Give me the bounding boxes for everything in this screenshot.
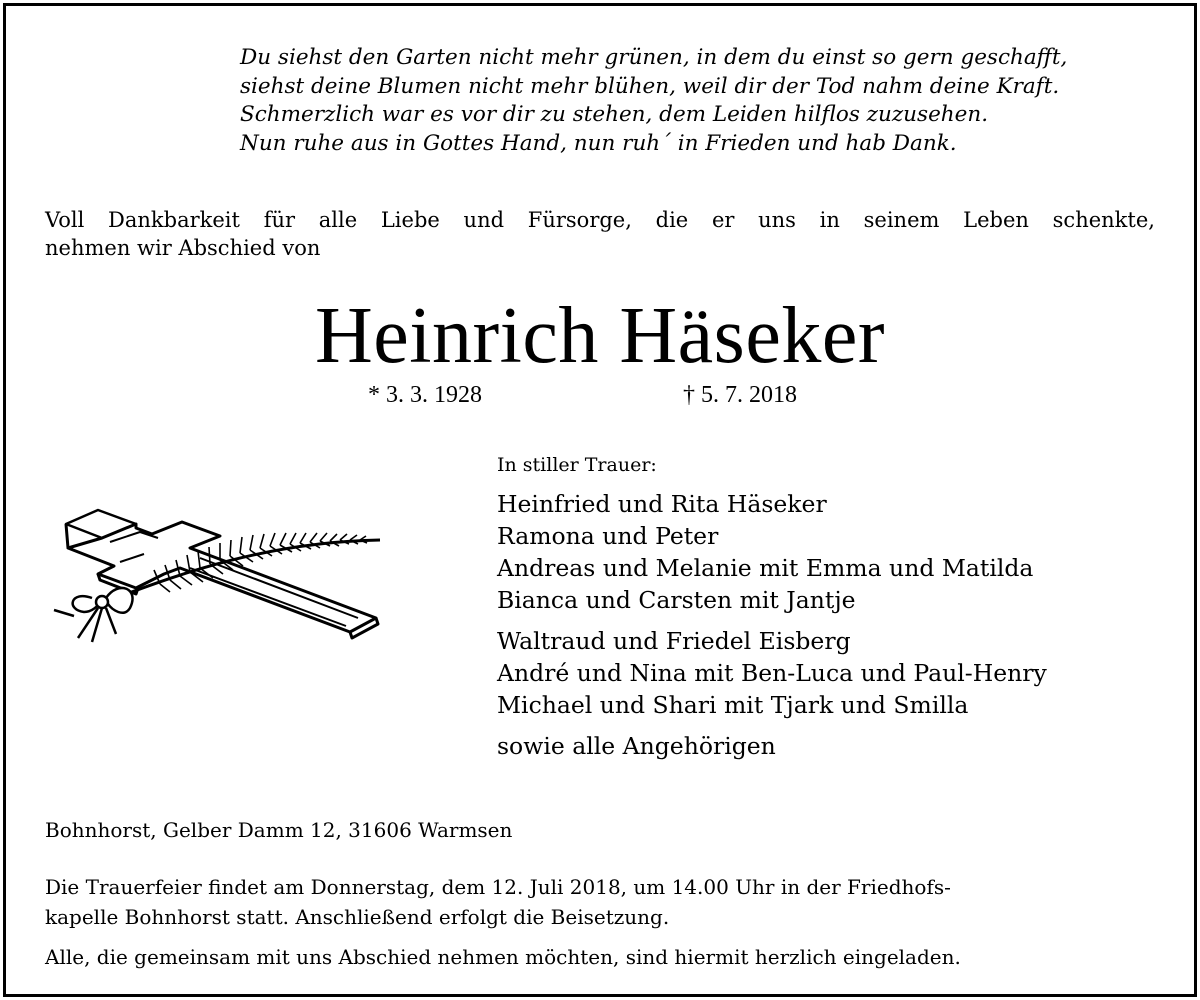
intro-text — [45, 206, 1155, 262]
cross-with-palm-branch-icon — [40, 498, 390, 658]
intro-line-2: nehmen wir Abschied von — [45, 236, 321, 260]
poem-line: Du siehst den Garten nicht mehr grünen, in dem du einst so gern geschafft, — [240, 45, 1068, 70]
mourner-line: sowie alle Angehörigen — [497, 732, 776, 760]
intro-word: Fürsorge, — [527, 208, 632, 232]
mourner-line: Heinfried und Rita Häseker — [497, 490, 827, 518]
mourner-group — [497, 625, 1177, 721]
intro-word: Liebe — [380, 208, 440, 232]
mourner-line: Michael und Shari mit Tjark und Smilla — [497, 691, 969, 719]
deceased-name: Heinrich Häseker — [315, 292, 885, 380]
mourner-line: Ramona und Peter — [497, 522, 719, 550]
mourner-line: Andreas und Melanie mit Emma und Matilda — [497, 554, 1034, 582]
address: Bohnhorst, Gelber Damm 12, 31606 Warmsen — [45, 818, 513, 842]
poem — [240, 44, 1170, 158]
intro-word: schenkte, — [1052, 208, 1155, 232]
intro-word: für — [263, 208, 296, 232]
mourner-group — [497, 730, 1177, 762]
poem-line: Schmerzlich war es vor dir zu stehen, dem Leiden hilflos zuzusehen. — [240, 102, 989, 127]
intro-line-1 — [45, 206, 1155, 234]
birth-date: * 3. 3. 1928 — [368, 382, 482, 408]
poem-line: siehst deine Blumen nicht mehr blühen, weil dir der Tod nahm deine Kraft. — [240, 73, 1060, 99]
mourner-line: Bianca und Carsten mit Jantje — [497, 586, 856, 614]
intro-word: die — [655, 208, 689, 232]
funeral-line-2: kapelle Bohnhorst statt. Anschließend erfolgt die Beisetzung. — [45, 905, 670, 929]
mourners — [497, 452, 1177, 771]
intro-word: er — [711, 208, 735, 232]
mourners-heading: In stiller Trauer: — [497, 454, 657, 476]
intro-word: Dankbarkeit — [108, 208, 240, 232]
funeral-line-1: Die Trauerfeier findet am Donnerstag, dem 12. Juli 2018, um 14.00 Uhr in der Friedhofs- — [45, 875, 951, 899]
death-date: † 5. 7. 2018 — [683, 382, 797, 408]
intro-word: in — [819, 208, 840, 232]
mourner-line: André und Nina mit Ben-Luca und Paul-Henry — [497, 659, 1047, 687]
invitation-line: Alle, die gemeinsam mit uns Abschied nehmen möchten, sind hiermit herzlich eingeladen. — [45, 945, 961, 969]
funeral-info — [45, 872, 1155, 972]
intro-word: Leben — [963, 208, 1029, 232]
mourner-line: Waltraud und Friedel Eisberg — [497, 627, 851, 655]
intro-word: alle — [318, 208, 358, 232]
mourner-group — [497, 488, 1177, 616]
intro-word: Voll — [45, 208, 85, 232]
poem-line: Nun ruhe aus in Gottes Hand, nun ruh´ in Frieden und hab Dank. — [240, 130, 957, 156]
intro-word: seinem — [863, 208, 940, 232]
intro-word: uns — [758, 208, 796, 232]
intro-word: und — [463, 208, 505, 232]
